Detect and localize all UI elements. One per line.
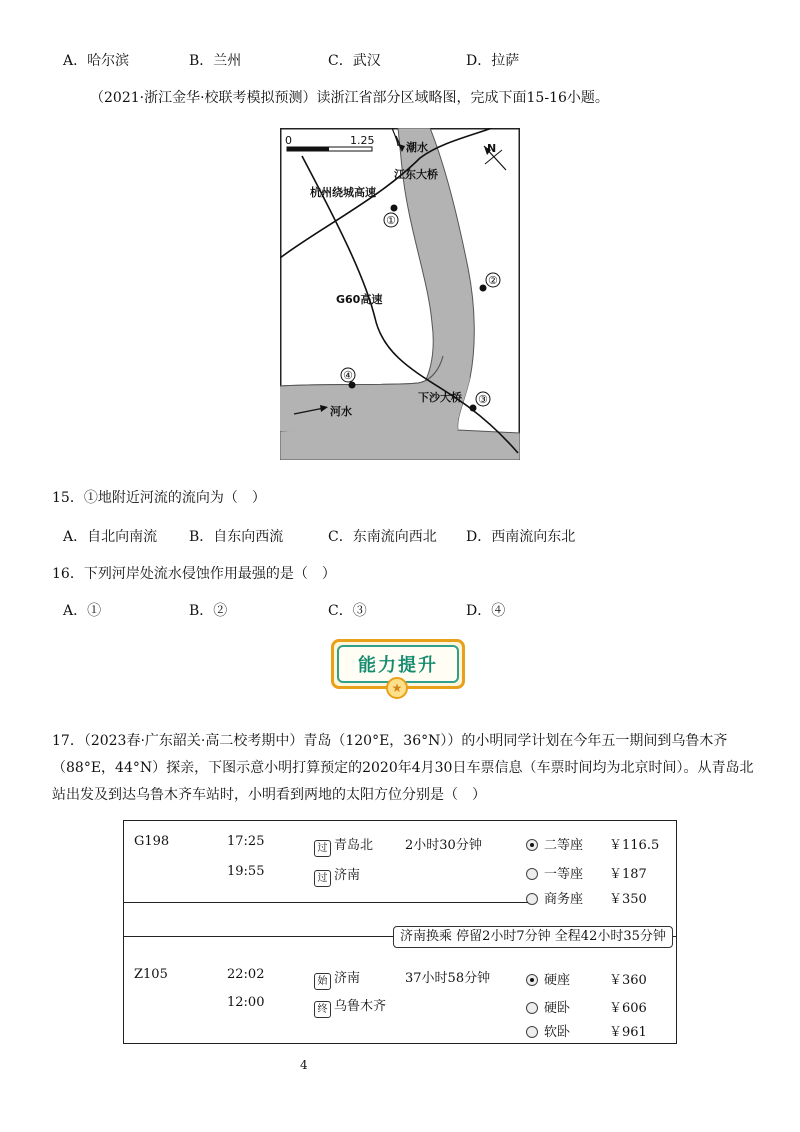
q15-stem: 15．①地附近河流的流向为（ ） bbox=[52, 490, 266, 506]
train2-from-station: 济南 bbox=[334, 971, 361, 986]
seat-name: 商务座 bbox=[544, 892, 584, 907]
pass-mark-icon: 过 bbox=[314, 840, 331, 857]
train1-seat-business[interactable] bbox=[526, 888, 583, 907]
train2-arrive-time: 12:00 bbox=[227, 995, 265, 1010]
seat-price: ￥606 bbox=[609, 1001, 647, 1016]
train1-to bbox=[314, 864, 360, 887]
label-jiangdong-bridge: 江东大桥 bbox=[394, 168, 438, 181]
seat-radio[interactable] bbox=[526, 1002, 538, 1014]
transfer-info: 济南换乘 停留2小时7分钟 全程42小时35分钟 bbox=[393, 926, 673, 948]
label-ring-expressway: 杭州绕城高速 bbox=[310, 186, 376, 199]
train1-from bbox=[314, 834, 373, 857]
train1-seat-second[interactable] bbox=[526, 834, 583, 853]
seat-radio[interactable] bbox=[526, 868, 538, 880]
star-icon: ★ bbox=[386, 677, 408, 699]
train2-from bbox=[314, 967, 360, 990]
seat-price: ￥116.5 bbox=[609, 838, 660, 853]
train1-arrive-time: 19:55 bbox=[227, 864, 265, 879]
seat-radio[interactable] bbox=[526, 839, 538, 851]
q16-option-c: C．③ bbox=[328, 603, 367, 619]
train2-to-station: 乌鲁木齐 bbox=[334, 999, 387, 1014]
page-number: 4 bbox=[300, 1058, 308, 1072]
label-heshui: 河水 bbox=[330, 405, 352, 418]
pass-mark-icon: 过 bbox=[314, 870, 331, 887]
train2-seat-hard-sleeper[interactable] bbox=[526, 997, 570, 1016]
seat-price: ￥350 bbox=[609, 892, 647, 907]
q15-option-a: A．自北向南流 bbox=[63, 529, 158, 545]
zhejiang-region-map bbox=[280, 128, 520, 460]
q15-option-d: D．西南流向东北 bbox=[466, 529, 576, 545]
intro-15-16: （2021·浙江金华·校联考模拟预测）读浙江省部分区域略图，完成下面15-16小题。 bbox=[90, 90, 609, 106]
q14-option-c: C．武汉 bbox=[328, 53, 381, 69]
start-mark-icon: 始 bbox=[314, 973, 331, 990]
scale-value: 1.25 bbox=[350, 134, 375, 147]
scale-zero: 0 bbox=[285, 134, 292, 147]
train2-seat-hard[interactable] bbox=[526, 969, 570, 988]
train-ticket-panel bbox=[123, 820, 677, 1044]
train2-depart-time: 22:02 bbox=[227, 967, 265, 982]
q14-option-d: D．拉萨 bbox=[466, 53, 520, 69]
ability-badge bbox=[331, 639, 465, 695]
seat-name: 一等座 bbox=[544, 867, 584, 882]
train1-duration: 2小时30分钟 bbox=[405, 838, 482, 853]
q16-option-d: D．④ bbox=[466, 603, 506, 619]
train2-to bbox=[314, 995, 386, 1018]
divider bbox=[124, 902, 528, 903]
point-4-label: ④ bbox=[343, 369, 353, 382]
seat-name: 二等座 bbox=[544, 838, 584, 853]
end-mark-icon: 终 bbox=[314, 1001, 331, 1018]
train2-number: Z105 bbox=[134, 967, 168, 982]
q17-line-1: 17．（2023春·广东韶关·高二校考期中）青岛（120°E，36°N））的小明同学计划在今年五一期间到乌鲁木齐 bbox=[52, 733, 728, 749]
train1-seat-first[interactable] bbox=[526, 863, 583, 882]
north-label: N bbox=[487, 142, 497, 155]
point-3-label: ③ bbox=[478, 393, 488, 406]
q15-option-c: C．东南流向西北 bbox=[328, 529, 437, 545]
seat-price: ￥961 bbox=[609, 1025, 647, 1040]
q16-stem: 16．下列河岸处流水侵蚀作用最强的是（ ） bbox=[52, 566, 336, 582]
seat-name: 硬座 bbox=[544, 973, 571, 988]
label-xiasha-bridge: 下沙大桥 bbox=[418, 391, 462, 404]
train2-seat-soft-sleeper[interactable] bbox=[526, 1021, 570, 1040]
train1-number: G198 bbox=[134, 834, 170, 849]
point-1-label: ① bbox=[386, 214, 396, 227]
seat-price: ￥187 bbox=[609, 867, 647, 882]
seat-name: 硬卧 bbox=[544, 1001, 571, 1016]
train2-duration: 37小时58分钟 bbox=[405, 971, 491, 986]
point-2-label: ② bbox=[488, 274, 498, 287]
q17-line-3: 站出发及到达乌鲁木齐车站时，小明看到两地的太阳方位分别是（ ） bbox=[52, 787, 486, 803]
seat-radio[interactable] bbox=[526, 893, 538, 905]
seat-price: ￥360 bbox=[609, 973, 647, 988]
train1-from-station: 青岛北 bbox=[334, 838, 374, 853]
q17-line-2: （88°E，44°N）探亲，下图示意小明打算预定的2020年4月30日车票信息（车票时间均为北京时间）。从青岛北 bbox=[52, 760, 754, 776]
label-chaoshui: 潮水 bbox=[406, 141, 428, 154]
label-g60: G60高速 bbox=[336, 293, 383, 306]
q14-option-b: B．兰州 bbox=[189, 53, 242, 69]
scale-bar-fill bbox=[287, 147, 329, 151]
seat-radio[interactable] bbox=[526, 1026, 538, 1038]
train1-to-station: 济南 bbox=[334, 868, 361, 883]
seat-radio[interactable] bbox=[526, 974, 538, 986]
seat-name: 软卧 bbox=[544, 1025, 571, 1040]
q16-option-b: B．② bbox=[189, 603, 228, 619]
train1-depart-time: 17:25 bbox=[227, 834, 265, 849]
q15-option-b: B．自东向西流 bbox=[189, 529, 284, 545]
q16-option-a: A．① bbox=[63, 603, 102, 619]
q14-option-a: A．哈尔滨 bbox=[63, 53, 130, 69]
badge-text: 能力提升 bbox=[337, 645, 459, 683]
